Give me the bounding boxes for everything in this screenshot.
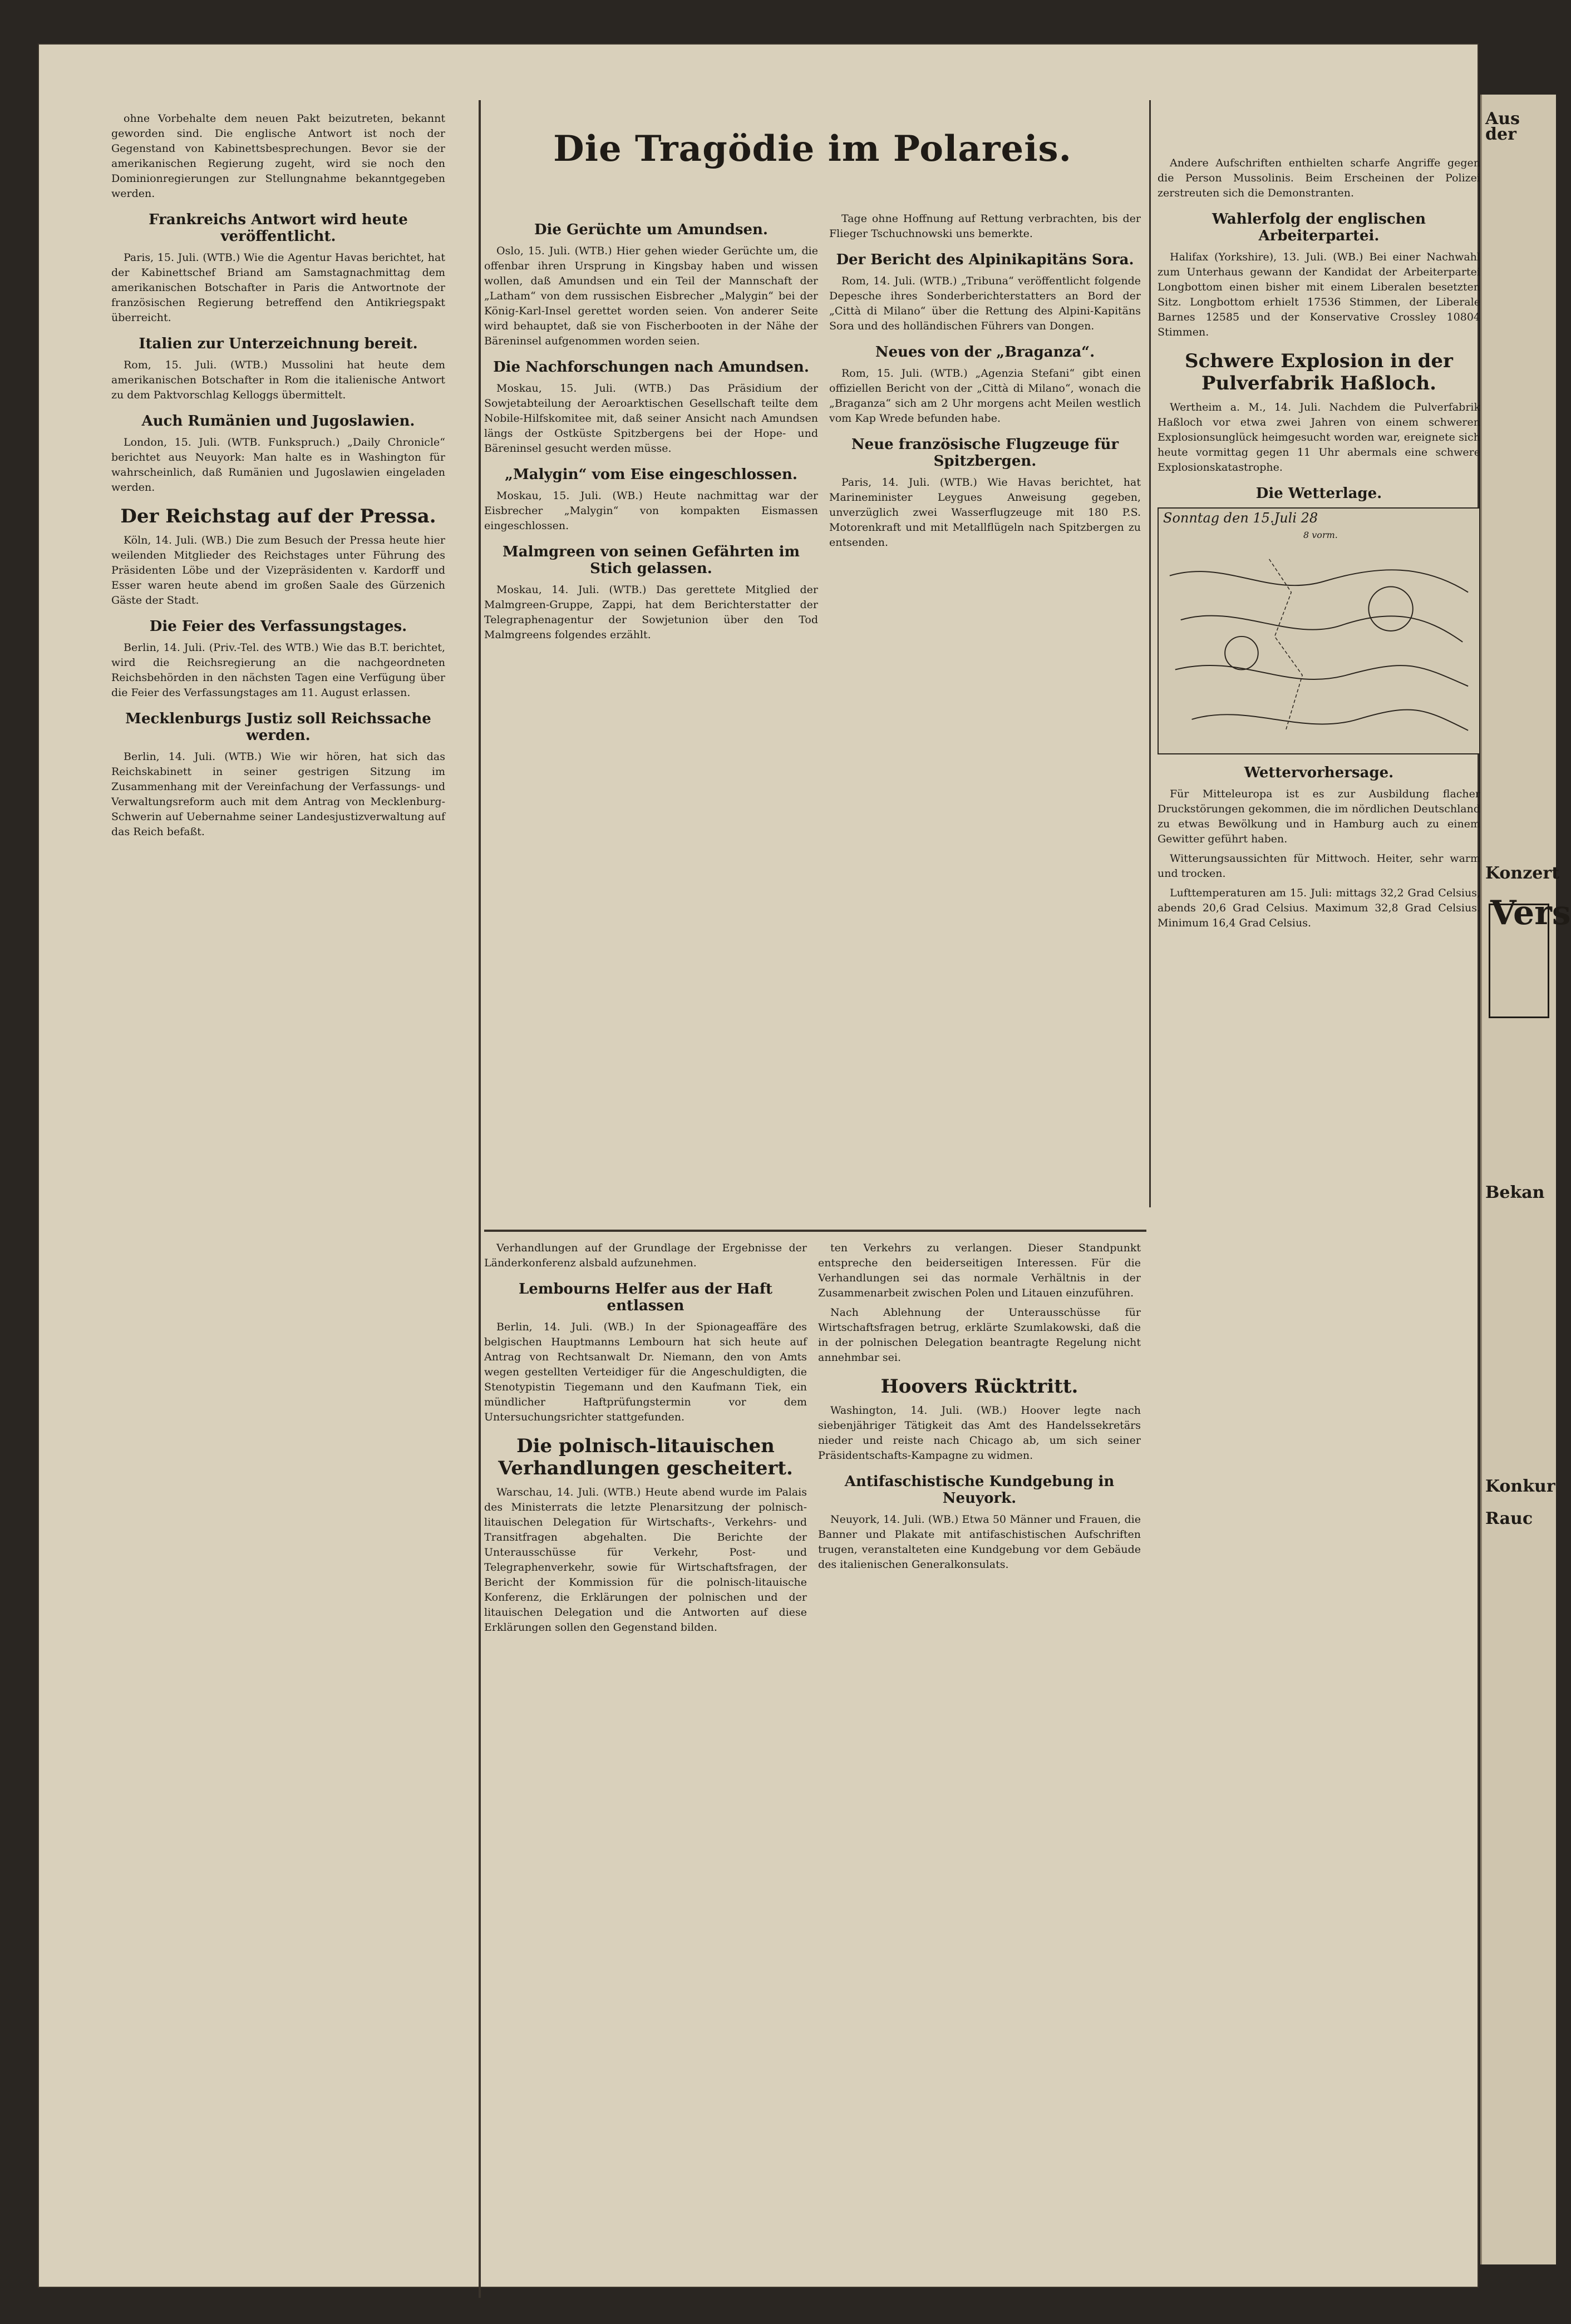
article-text: Für Mitteleuropa ist es zur Ausbildung flacher Druckstörungen gekommen, die im nördlichen Deutschland zu etwas Bewölkung und in Hamburg auch zu einem Gewitter geführt haben. [1158,788,1480,845]
article-text: Moskau, 15. Juli. (WTB.) Das Präsidium der Sowjetabteilung der Aeroarktischen Gesellschaft teilte dem Nobile-Hilfskomitee mit, daß seiner Ansicht nach Amundsen längs der Ostküste Spitzbergens bei der Hope- und Bäreninsel gesucht werden müsse. [484,382,818,455]
article-text: Andere Aufschriften enthielten scharfe Angriffe gegen die Person Mussolinis. Beim Erscheinen der Polizei zerstreuten sich die Demonstranten. [1158,157,1480,199]
headline: Auch Rumänien und Jugoslawien. [141,413,415,430]
article-text: Lufttemperaturen am 15. Juli: mittags 32,2 Grad Celsius, abends 20,6 Grad Celsius. Maximum 32,8 Grad Celsius. Minimum 16,4 Grad Celsius. [1158,887,1480,929]
weather-map-label: Sonntag den 15.Juli 28 [1163,510,1318,526]
article-text: Oslo, 15. Juli. (WTB.) Hier gehen wieder Gerüchte um, die offenbar ihren Ursprung in Kingsbay haben und wissen wollen, daß Amundsen und ein Teil der Mannschaft der „Latham“ von dem russischen Eisbrecher „Malygin“ bei der König-Karl-Insel gerettet worden seien. Von anderer Seite wird behauptet, daß sie von Fischerbooten in der Nähe der Bäreninsel aufgenommen worden seien. [484,245,818,347]
headline: „Malygin“ vom Eise eingeschlossen. [505,466,797,483]
headline: Wahlerfolg der englischen Arbeiterpartei. [1212,211,1426,244]
article-text: London, 15. Juli. (WTB. Funkspruch.) „Daily Chronicle“ berichtet aus Neuyork: Man halte es in Washington für wahrscheinlich, daß Rumänien und Jugoslawien eingeladen werden. [111,436,445,494]
headline: Die Wetterlage. [1255,485,1382,502]
article-text: Köln, 14. Juli. (WB.) Die zum Besuch der Pressa heute hier weilenden Mitglieder des Reichstages unter Führung des Präsidenten Löbe und der Vizepräsidenten v. Kardorff und Esser waren heute abend im großen Saale des Gürzenich Gäste der Stadt. [111,534,445,606]
article-text: Moskau, 14. Juli. (WTB.) Das gerettete Mitglied der Malmgreen-Gruppe, Zappi, hat dem Berichterstatter der Telegraphenagentur der Sowjetunion über den Tod Malmgreens folgendes erzählt. [484,584,818,641]
strip-heading: Konkur [1485,1477,1555,1496]
article-text: Tage ohne Hoffnung auf Rettung verbrachten, bis der Flieger Tschuchnowski uns bemerkte. [829,213,1141,240]
headline: Antifaschistische Kundgebung in Neuyork. [844,1473,1115,1507]
strip-heading: Konzert [1485,864,1560,883]
headline: Schwere Explosion in der Pulverfabrik Haßloch. [1185,350,1453,394]
headline: Die polnisch-litauischen Verhandlungen gescheitert. [498,1435,793,1479]
weather-map-drawing [1159,509,1479,753]
strip-ad: Vers [1489,904,1549,1018]
article-text: Paris, 14. Juli. (WTB.) Wie Havas berichtet, hat Marineminister Leygues Anweisung gegeben, unverzüglich zwei Wasserflugzeuge mit 180 P.S. Motorenkraft und mit Metallflügeln nach Spitzbergen zu entsenden. [829,476,1141,549]
headline: Die Nachforschungen nach Amundsen. [493,359,809,376]
headline: Mecklenburgs Justiz soll Reichssache werden. [125,710,431,744]
weather-map [1158,507,1480,754]
article-text: Witterungsaussichten für Mittwoch. Heiter, sehr warm und trocken. [1158,852,1480,880]
article-text: ohne Vorbehalte dem neuen Pakt beizutreten, bekannt geworden sind. Die englische Antwort ist noch der Gegenstand von Kabinettsbesprechungen. Bevor sie der amerikanischen Regierung zugeht, wird sie noch den Dominionregierungen zur Stellungnahme bekanntgegeben werden. [111,112,445,200]
column-rule [1149,100,1151,1207]
article-text: Neuyork, 14. Juli. (WB.) Etwa 50 Männer und Frauen, die Banner und Plakate mit antifaschistischen Aufschriften trugen, veranstalteten eine Kundgebung vor dem Gebäude des italienischen Generalkonsulats. [818,1513,1141,1571]
article-text: Washington, 14. Juli. (WB.) Hoover legte nach siebenjähriger Tätigkeit das Amt des Handelssekretärs nieder und reiste nach Chicago ab, um sich seiner Präsidentschafts-Kampagne zu widmen. [818,1404,1141,1462]
page-title: Die Tragödie im Polareis. [553,128,1072,170]
headline: Neue französische Flugzeuge für Spitzbergen. [851,436,1119,470]
article-text: Verhandlungen auf der Grundlage der Ergebnisse der Länderkonferenz alsbald aufzunehmen. [484,1242,807,1269]
headline: Italien zur Unterzeichnung bereit. [139,335,418,352]
column-4 [1158,156,1480,2309]
headline: Lembourns Helfer aus der Haft entlassen [518,1281,773,1314]
headline: Die Gerüchte um Amundsen. [534,221,768,238]
article-text: Rom, 14. Juli. (WTB.) „Tribuna“ veröffentlicht folgende Depesche ihres Sonderberichterstatters an Bord der „Città di Milano“ über die Rettung des Alpini-Kapitäns Sora und des holländischen Führers van Dongen. [829,275,1141,332]
headline: Hoovers Rücktritt. [880,1375,1078,1398]
article-text: Wertheim a. M., 14. Juli. Nachdem die Pulverfabrik Haßloch vor etwa zwei Jahren von einem schweren Explosionsunglück heimgesucht worden war, ereignete sich heute vormittag gegen 11 Uhr abermals eine schwere Explosionskatastrophe. [1158,401,1480,473]
column-3-lower [818,1241,1141,2287]
article-text: Nach Ablehnung der Unterausschüsse für Wirtschaftsfragen betrug, erklärte Szumlakowski, daß die in der polnischen Delegation beantragte Regelung nicht annehmbar sei. [818,1306,1141,1364]
headline: Der Reichstag auf der Pressa. [120,505,436,527]
headline: Die Feier des Verfassungstages. [149,618,407,635]
headline: Malmgreen von seinen Gefährten im Stich gelassen. [502,544,800,577]
weather-map-sublabel: 8 vorm. [1303,530,1338,540]
article-text: Berlin, 14. Juli. (Priv.-Tel. des WTB.) Wie das B.T. berichtet, wird die Reichsregierung an die nachgeordneten Reichsbehörden in den nächsten Tagen eine Verfügung über die Feier des Verfassungstages am 11. August erlassen. [111,642,445,699]
strip-text [1482,109,1571,1528]
strip-heading: Aus der [1485,109,1520,144]
column-1 [111,111,445,2264]
headline: Frankreichs Antwort wird heute veröffentlicht. [149,211,408,245]
article-text: Warschau, 14. Juli. (WTB.) Heute abend wurde im Palais des Ministerrats die letzte Plenarsitzung der polnisch-litauischen Delegation für Wirtschafts-, Verkehrs- und Transitfragen abgehalten. Die Berichte der Unterausschüsse für Verkehr, Post- und Telegraphenverkehr, sowie für Wirtschaftsfragen, der Bericht der Kommission für die polnisch-litauische Konferenz, die Erklärungen der polnischen und der litauischen Delegation und die Antworten auf diese Erklärungen sollen den Gegenstand bilden. [484,1486,807,1634]
article-text: Moskau, 15. Juli. (WB.) Heute nachmittag war der Eisbrecher „Malygin“ von kompakten Eismassen eingeschlossen. [484,490,818,532]
strip-heading: Bekan [1485,1183,1545,1202]
column-2-lower [484,1241,807,2287]
newspaper-page [39,45,1478,2287]
adjacent-page-strip [1480,95,1571,2264]
article-text: Rom, 15. Juli. (WTB.) „Agenzia Stefani“ gibt einen offiziellen Bericht von der „Città di Milano“, wonach die „Braganza“ sich am 2 Uhr morgens acht Meilen westlich vom Kap Wrede befunden habe. [829,367,1141,425]
column-rule [479,100,481,2298]
article-text: Berlin, 14. Juli. (WB.) In der Spionageaffäre des belgischen Hauptmanns Lembourn hat sich heute auf Antrag von Rechtsanwalt Dr. Niemann, den von Amts wegen gestellten Verteidiger für die Angeschuldigten, die Stenotypistin Tiegemann und den Kaufmann Tiek, ein mündlicher Haftprüfungstermin vor dem Untersuchungsrichter stattgefunden. [484,1321,807,1423]
column-2 [484,211,818,1252]
article-text: Rom, 15. Juli. (WTB.) Mussolini hat heute dem amerikanischen Botschafter in Rom die italienische Antwort zu dem Paktvorschlag Kelloggs übermittelt. [111,359,445,401]
headline: Wettervorhersage. [1244,764,1394,781]
strip-heading: Rauc [1485,1509,1533,1528]
article-text: Berlin, 14. Juli. (WTB.) Wie wir hören, hat sich das Reichskabinett in seiner gestrigen Sitzung im Zusammenhang mit der Vereinfachung der Verfassungs- und Verwaltungsreform auch mit dem Antrag von Mecklenburg-Schwerin auf Uebernahme seiner Landesjustizverwaltung auf das Reich befaßt. [111,751,445,838]
headline: Der Bericht des Alpinikapitäns Sora. [836,251,1134,268]
headline: Neues von der „Braganza“. [875,344,1095,361]
column-3 [829,211,1141,1252]
article-text: Paris, 15. Juli. (WTB.) Wie die Agentur Havas berichtet, hat der Kabinettschef Briand am Samstagnachmittag dem amerikanischen Botschafter in Paris die Antwortnote der französischen Regierung betreffend den Antikriegspakt überreicht. [111,251,445,324]
article-text: Halifax (Yorkshire), 13. Juli. (WB.) Bei einer Nachwahl zum Unterhaus gewann der Kandidat der Arbeiterpartei Longbottom einen bisher mit einem Liberalen besetzten Sitz. Longbottom erhielt 17536 Stimmen, der Liberale Barnes 12585 und der Konservative Crossley 10804 Stimmen. [1158,251,1480,338]
article-text: ten Verkehrs zu verlangen. Dieser Standpunkt entspreche den beiderseitigen Interessen. Für die Verhandlungen sei das normale Verhältnis in der Zusammenarbeit zwischen Polen und Litauen einzuführen. [818,1242,1141,1299]
